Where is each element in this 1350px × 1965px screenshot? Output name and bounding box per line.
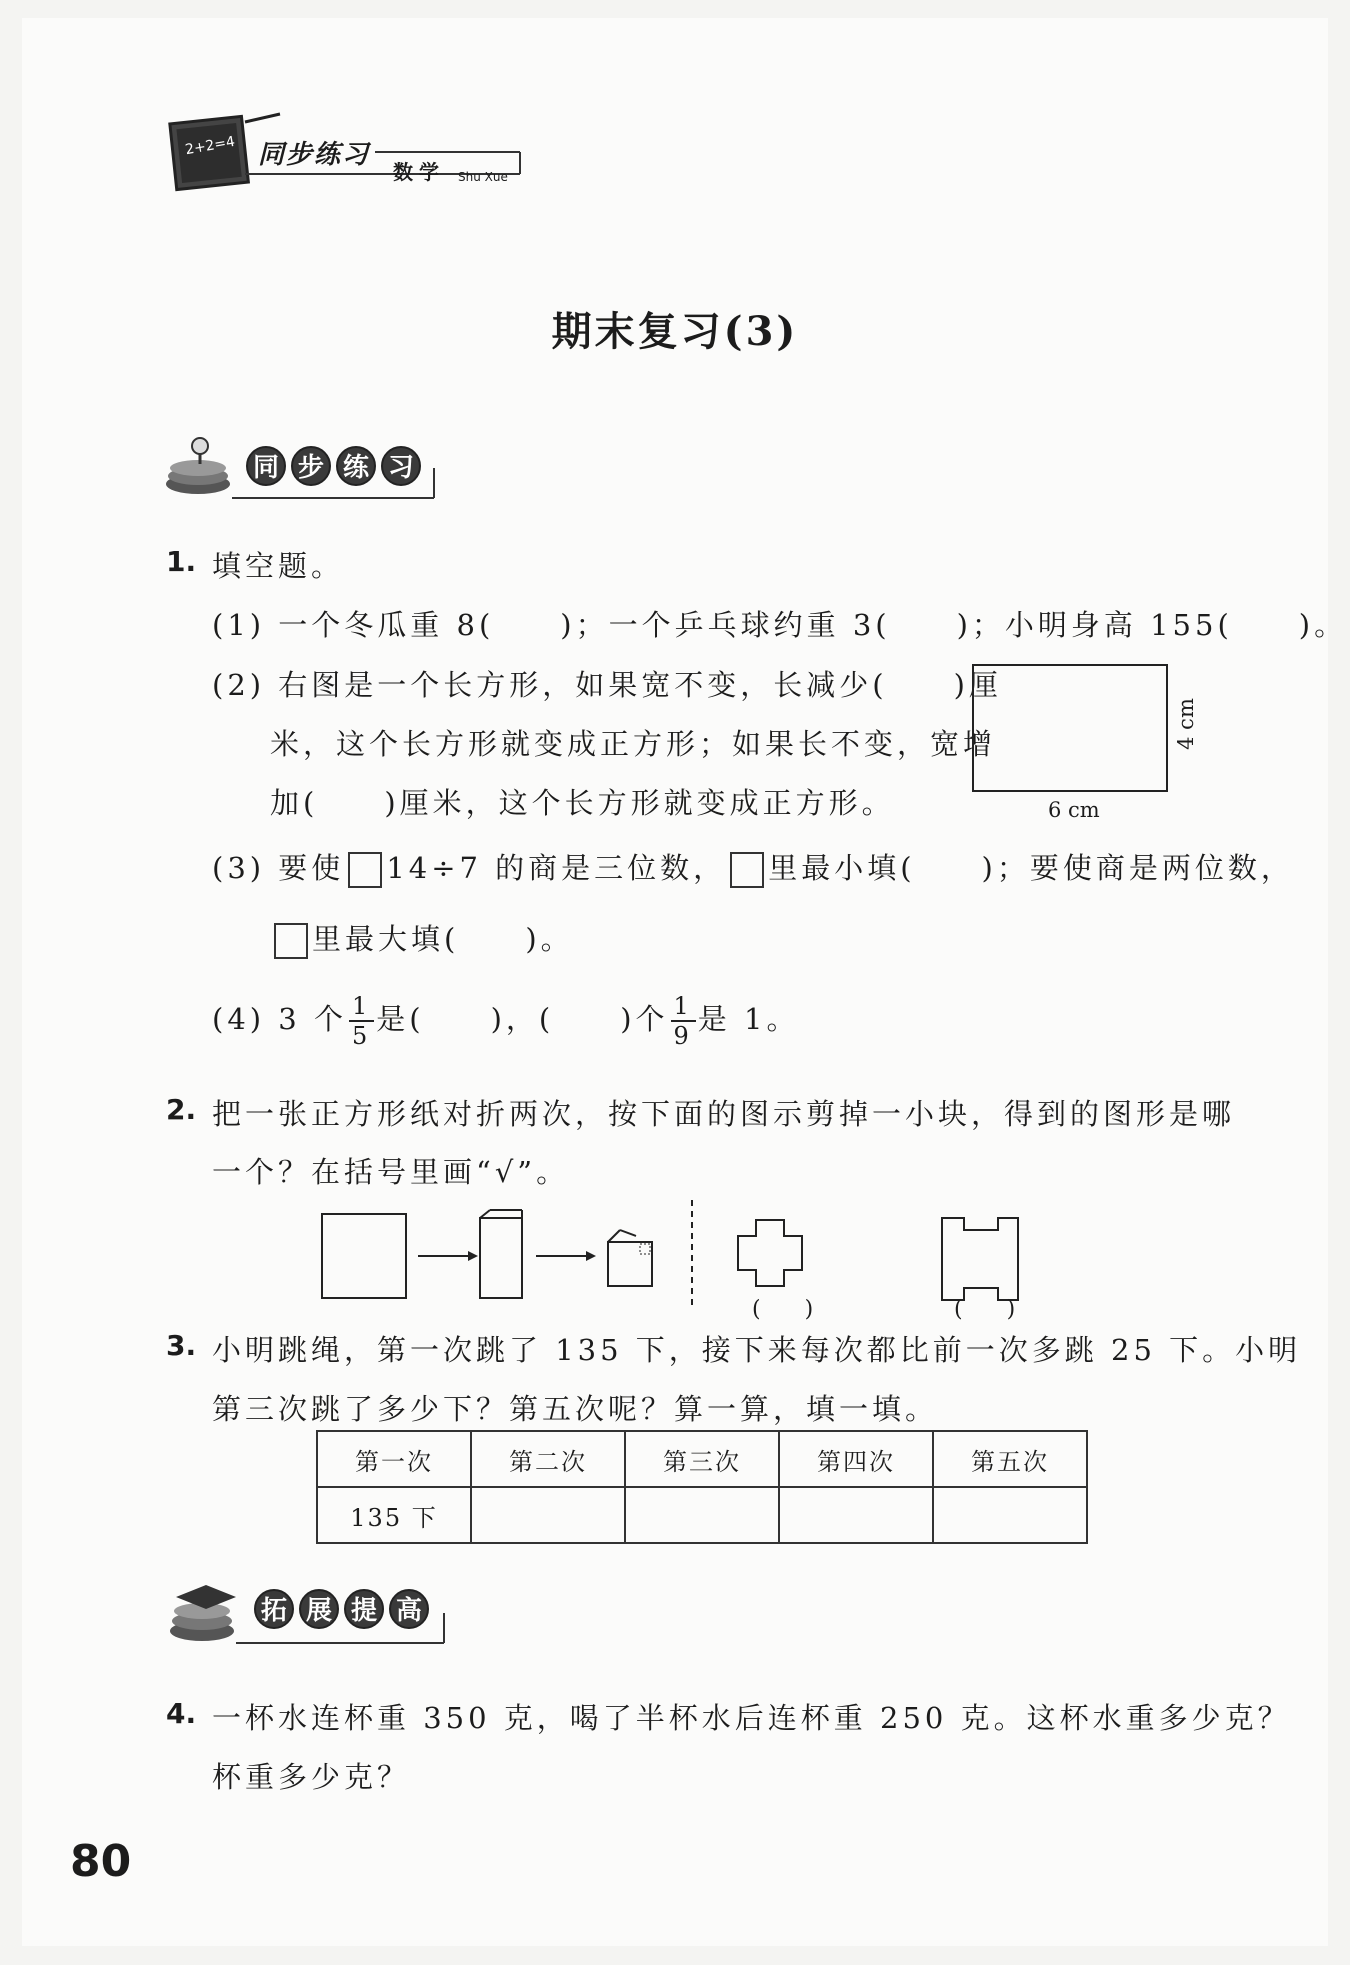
table-header-cell: 第二次 [471,1431,625,1487]
table-cell-blank[interactable] [779,1487,933,1543]
blank-box-2[interactable] [730,852,764,888]
jump-rope-table [316,1430,1088,1544]
section-extension [162,1575,452,1655]
q1-part4-a: (4) 3 个 [212,1002,347,1036]
rectangle-figure [972,664,1168,792]
q3-number: 3. [166,1329,197,1362]
section1-char-4: 习 [381,446,421,486]
q3-line1: 小明跳绳，第一次跳了 135 下，接下来每次都比前一次多跳 25 下。小明 [212,1333,1302,1367]
section2-char-1: 拓 [254,1589,294,1629]
table-cell: 135 下 [317,1487,471,1543]
q1-stem: 填空题。 [212,549,345,583]
q3-line2: 第三次跳了多少下？第五次呢？算一算，填一填。 [212,1392,939,1426]
q2-line2: 一个？在括号里画“√”。 [212,1155,570,1189]
fraction2-denominator: 9 [673,1022,693,1050]
table-header-row [317,1431,1087,1487]
q1-part4-c: 是 1。 [697,1002,800,1036]
header-series: 同步练习 [258,140,371,170]
rectangle-height-label: 4 cm [1173,698,1198,750]
fraction1-denominator: 5 [351,1022,372,1050]
q4-line1: 一杯水连杯重 350 克，喝了半杯水后连杯重 250 克。这杯水重多少克？ [212,1701,1291,1735]
q1-part3-line2 [270,917,574,959]
blank-box-3[interactable] [274,923,308,959]
option-cross-shape [738,1220,802,1286]
q1-part4 [212,992,799,1050]
q1-part3-line1 [212,846,1294,888]
table-header-cell: 第三次 [625,1431,779,1487]
section1-char-1: 同 [246,446,286,486]
fraction-one-ninth [671,992,696,1050]
q2-number: 2. [166,1093,197,1126]
page-number: 80 [70,1836,132,1887]
table-row [317,1487,1087,1543]
q1-number: 1. [166,545,197,578]
section2-char-4: 高 [389,1589,429,1629]
q1-part3-a: (3) 要使 [212,851,345,885]
fraction1-numerator: 1 [349,992,374,1022]
table-cell-blank[interactable] [933,1487,1087,1543]
q1-part2-line1: (2) 右图是一个长方形，如果宽不变，长减少( )厘 [212,668,1002,702]
table-header-cell: 第四次 [779,1431,933,1487]
q1-part3-c: 里最小填( )；要使商是两位数， [768,851,1294,885]
table-header-cell: 第五次 [933,1431,1087,1487]
blank-box-1[interactable] [348,852,382,888]
header-pinyin: Shu Xue [458,170,508,184]
rectangle-width-label: 6 cm [1048,798,1100,822]
option-h-shape [942,1218,1018,1300]
section-sync-practice [162,432,442,512]
q1-part4-b: 是( )，( )个 [376,1002,669,1036]
fraction2-numerator: 1 [671,992,696,1022]
q1-part3-d: 里最大填( )。 [312,922,574,956]
table-cell-blank[interactable] [471,1487,625,1543]
q1-part3-b: 14÷7 的商是三位数， [386,851,727,885]
header-subject: 数学 [393,160,445,184]
paper-folding-diagram [318,1196,1058,1326]
option2-answer-paren[interactable]: ( ) [954,1297,1016,1322]
q4-line2: 杯重多少克？ [212,1760,411,1794]
folded-once-figure [480,1218,522,1298]
q1-part2-line2: 米，这个长方形就变成正方形；如果长不变，宽增 [270,727,997,761]
page-title: 期末复习(3) [551,308,799,355]
q4-number: 4. [166,1697,197,1730]
q1-part1: (1) 一个冬瓜重 8( )；一个乒乓球约重 3( )；小明身高 155( )。 [212,608,1348,642]
folded-twice-figure [608,1242,652,1286]
q1-part2-line3: 加( )厘米，这个长方形就变成正方形。 [270,786,895,820]
section2-char-2: 展 [299,1589,339,1629]
table-cell-blank[interactable] [625,1487,779,1543]
header-board-text: 2+2=4 [183,133,237,159]
fraction-one-fifth [349,992,374,1050]
table-header-cell: 第一次 [317,1431,471,1487]
section2-char-3: 提 [344,1589,384,1629]
section1-char-2: 步 [291,446,331,486]
option1-answer-paren[interactable]: ( ) [752,1297,814,1322]
square-paper-figure [322,1214,406,1298]
section1-char-3: 练 [336,446,376,486]
q2-line1: 把一张正方形纸对折两次，按下面的图示剪掉一小块，得到的图形是哪 [212,1097,1236,1131]
